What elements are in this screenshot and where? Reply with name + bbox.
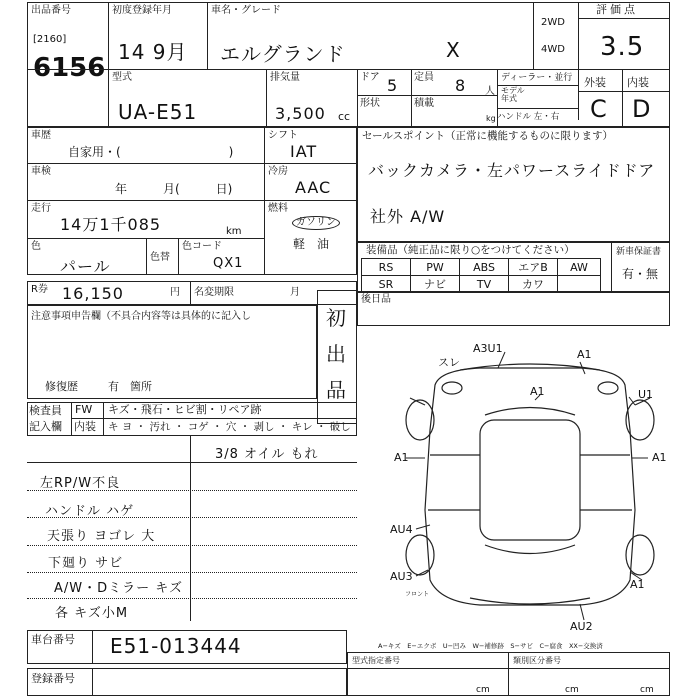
remark-line-1: 左RP/W不良 bbox=[40, 476, 121, 491]
mark-au3: AU3 bbox=[390, 570, 413, 583]
drive-2wd: 2WD bbox=[541, 17, 565, 28]
capacity-label: 定員 bbox=[414, 72, 434, 83]
diagram-legend: A−キズ E−エクボ U−凹み W−補修跡 S−サビ C−腐食 XX−交換済 bbox=[378, 642, 603, 650]
name-change-unit: 月 bbox=[290, 287, 300, 298]
drive-4wd: 4WD bbox=[541, 44, 565, 55]
model-year-label: モデル年式 bbox=[501, 86, 525, 103]
chassis-label: 車台番号 bbox=[31, 633, 75, 646]
lot-code: [2160] bbox=[33, 34, 67, 45]
recycle-unit: 円 bbox=[170, 287, 180, 298]
model-label: 車名・グレード bbox=[211, 5, 281, 16]
equip-abs: ABS bbox=[460, 259, 509, 276]
inspection-value: 年 月( 日) bbox=[115, 182, 233, 196]
mark-au4: AU4 bbox=[390, 523, 413, 536]
color-code-value: QX1 bbox=[213, 256, 244, 271]
score-value: 3.5 bbox=[600, 32, 645, 62]
lot-number: 6156 bbox=[33, 53, 106, 83]
exterior-label: 外装 bbox=[584, 76, 606, 89]
cm-unit-3: cm bbox=[640, 685, 654, 695]
inspector-label: 検査員 bbox=[29, 404, 62, 417]
equip-tv: TV bbox=[460, 276, 509, 293]
interior-value: D bbox=[632, 95, 652, 123]
color-swatch-label: 色替 bbox=[150, 252, 170, 263]
equipment-table bbox=[361, 258, 601, 293]
repair-value: 有 箇所 bbox=[108, 380, 152, 393]
arrival-block bbox=[357, 292, 670, 326]
score-label: 評価点 bbox=[596, 3, 638, 16]
first-listing-stamp: 初出品 bbox=[326, 306, 346, 402]
front-label: フロント bbox=[405, 591, 430, 598]
first-reg-value: 14 9月 bbox=[118, 40, 188, 64]
equip-sr: SR bbox=[362, 276, 411, 293]
notes-label: 注意事項申告欄（不具合内容等は具体的に記入し bbox=[31, 311, 251, 322]
ac-label: 冷房 bbox=[268, 166, 288, 177]
remark-line-5: A/W・Dミラー キズ bbox=[54, 581, 184, 596]
mark-a1-top: A1 bbox=[577, 348, 592, 361]
mileage-label: 走行 bbox=[31, 203, 51, 214]
first-reg-label: 初度登録年月 bbox=[112, 5, 172, 16]
interior-check-label: 内装 bbox=[74, 420, 96, 433]
cm-unit-2: cm bbox=[565, 685, 579, 695]
history-label: 車歴 bbox=[31, 130, 51, 141]
type-spec-label: 型式指定番号 bbox=[352, 656, 400, 665]
chassis-value: E51-013444 bbox=[110, 634, 242, 658]
equip-blank bbox=[558, 276, 601, 293]
mileage-unit: km bbox=[226, 226, 242, 237]
warranty-label: 新車保証書 bbox=[616, 247, 662, 257]
load-label: 積載 bbox=[414, 98, 434, 109]
fuel-label: 燃料 bbox=[268, 203, 288, 214]
remark-line-2: ハンドル ハゲ bbox=[45, 504, 135, 519]
ac-value: AAC bbox=[295, 178, 332, 197]
record-label: 記入欄 bbox=[29, 420, 62, 433]
car-damage-diagram bbox=[380, 340, 680, 640]
doors-label: ドア bbox=[360, 72, 380, 83]
inspection-label: 車検 bbox=[31, 166, 51, 177]
remarks-top-note: 3/8 オイル もれ bbox=[215, 447, 319, 462]
capacity-value: 8 bbox=[455, 76, 467, 95]
displacement-unit: cc bbox=[338, 110, 351, 123]
sales-point-line1: バックカメラ・左パワースライドドア bbox=[368, 161, 656, 180]
remark-line-6: 各 キズ小M bbox=[55, 606, 129, 621]
fw-label: FW bbox=[75, 403, 93, 416]
registration-row bbox=[27, 668, 347, 696]
displacement-value: 3,500 bbox=[275, 104, 326, 123]
sales-point-label: セールスポイント（正常に機能するものに限ります） bbox=[362, 130, 614, 142]
grade-value: X bbox=[446, 38, 461, 62]
shape-label: 形状 bbox=[360, 98, 380, 109]
color-label: 色 bbox=[31, 241, 41, 252]
type-value: UA-E51 bbox=[118, 100, 198, 124]
mileage-value: 14万1千085 bbox=[60, 215, 162, 234]
load-unit: kg bbox=[486, 114, 496, 123]
mark-a1-rear-right: A1 bbox=[630, 578, 645, 591]
mark-au2: AU2 bbox=[570, 620, 593, 633]
displacement-label: 排気量 bbox=[270, 72, 300, 83]
equip-aw: AW bbox=[558, 259, 601, 276]
warranty-value: 有・無 bbox=[622, 267, 659, 281]
color-value: パール bbox=[60, 257, 111, 276]
cm-unit-1: cm bbox=[476, 685, 490, 695]
shift-value: IAT bbox=[290, 142, 318, 161]
history-value: 自家用・( ) bbox=[68, 145, 234, 159]
doors-value: 5 bbox=[387, 76, 399, 95]
interior-label: 内装 bbox=[627, 76, 649, 89]
fw-items: キズ・飛石・ヒビ割・リペア跡 bbox=[108, 403, 262, 416]
interior-items: キ ヨ ・ 汚れ ・ コゲ ・ 穴 ・ 剥し ・ キレ ・ 破し bbox=[108, 421, 351, 433]
equip-navi: ナビ bbox=[411, 276, 460, 293]
reg-label: 登録番号 bbox=[31, 672, 75, 685]
equip-rs: RS bbox=[362, 259, 411, 276]
sales-point-line2: 社外 A/W bbox=[370, 207, 446, 226]
shift-label: シフト bbox=[268, 130, 298, 141]
fuel-diesel: 軽 油 bbox=[293, 237, 330, 251]
fuel-value: ガソリン bbox=[292, 216, 340, 230]
exterior-value: C bbox=[590, 95, 608, 123]
remark-line-3: 天張り ヨゴレ 大 bbox=[47, 529, 156, 544]
recycle-label: R券 bbox=[31, 284, 48, 295]
dealer-label: ディーラー・並行 bbox=[501, 73, 573, 83]
capacity-unit: 人 bbox=[485, 86, 495, 97]
repair-label: 修復歴 bbox=[45, 380, 78, 393]
mark-a1-left: A1 bbox=[394, 451, 409, 464]
name-change-label: 名変期限 bbox=[194, 287, 234, 298]
equipment-label: 装備品（純正品に限り○をつけてください） bbox=[366, 244, 575, 256]
mark-sure: スレ bbox=[438, 356, 460, 369]
class-label: 類別区分番号 bbox=[513, 656, 561, 665]
lot-label: 出品番号 bbox=[31, 5, 71, 16]
mark-u1-right: U1 bbox=[638, 388, 654, 401]
recycle-value: 16,150 bbox=[62, 284, 124, 303]
equip-leather: カワ bbox=[509, 276, 558, 293]
mark-a1-roof: A1 bbox=[530, 385, 545, 398]
arrival-label: 後日品 bbox=[361, 294, 391, 305]
equip-airbag: エアB bbox=[509, 259, 558, 276]
equip-pw: PW bbox=[411, 259, 460, 276]
mark-a3u1: A3U1 bbox=[473, 342, 503, 355]
mark-a1-right: A1 bbox=[652, 451, 667, 464]
remark-line-4: 下廻り サビ bbox=[48, 556, 124, 571]
model-value: エルグランド bbox=[220, 42, 346, 66]
handle-label: ハンドル 左・右 bbox=[497, 112, 560, 122]
color-code-label: 色コード bbox=[182, 241, 222, 252]
type-label: 型式 bbox=[112, 72, 132, 83]
